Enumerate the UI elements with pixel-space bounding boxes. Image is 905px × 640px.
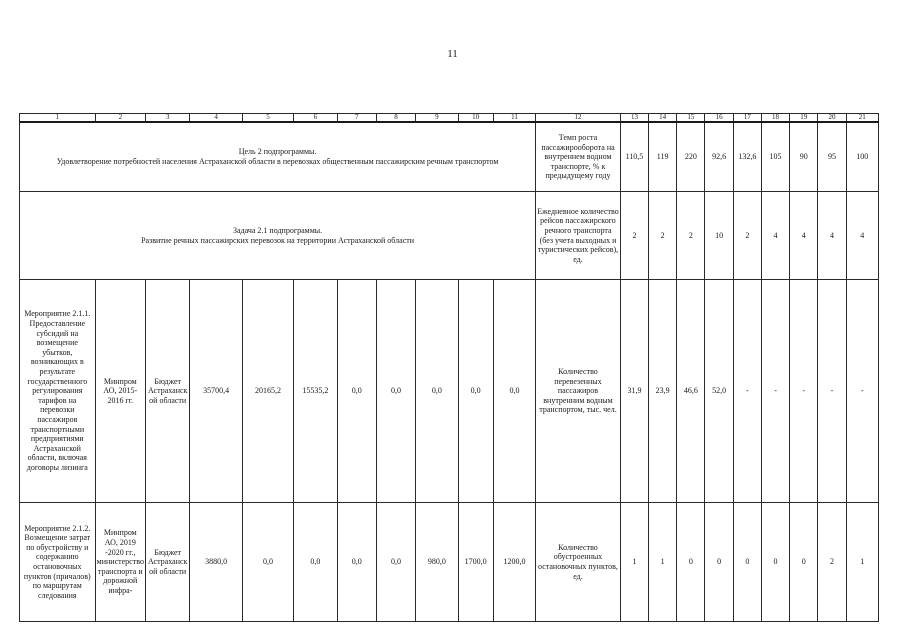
indicator-value: - [733, 280, 761, 503]
funding-cell: 0,0 [337, 503, 376, 622]
program-table [19, 113, 879, 622]
measure-indicator: Количество перевезенных пассажиров внутренним водным транспортом, тыс. чел. [536, 280, 621, 503]
goal-indicator: Темп роста пассажирооборота на внутреннем водном транспорте, % к предыдущему году [536, 122, 621, 192]
funding-cell: 0,0 [376, 503, 415, 622]
funding-cell: 35700,4 [190, 280, 242, 503]
column-number-row [20, 114, 879, 123]
funding-cell: 1700,0 [458, 503, 493, 622]
column-number: 21 [846, 114, 878, 123]
column-number: 3 [146, 114, 190, 123]
measure-executor: Минпром АО, 2015-2016 гг. [95, 280, 145, 503]
funding-cell: 20165,2 [242, 280, 293, 503]
measure-source: Бюджет Астраханской области [146, 280, 190, 503]
column-number: 10 [458, 114, 493, 123]
indicator-value: - [846, 280, 878, 503]
indicator-value: - [818, 280, 846, 503]
task-value: 2 [620, 192, 648, 280]
column-number: 18 [761, 114, 789, 123]
funding-cell: 0,0 [458, 280, 493, 503]
goal-value: 105 [761, 122, 789, 192]
column-number: 4 [190, 114, 242, 123]
task-value: 2 [649, 192, 677, 280]
indicator-value: 1 [846, 503, 878, 622]
column-number: 5 [242, 114, 293, 123]
measure-row [20, 280, 879, 503]
funding-cell: 0,0 [416, 280, 458, 503]
indicator-value: 2 [818, 503, 846, 622]
indicator-value: - [761, 280, 789, 503]
goal-text: Удовлетворение потребностей населения Астраханской области в перевозках общественным пассажирским речным транспортом [56, 157, 499, 166]
column-number: 2 [95, 114, 145, 123]
goal-cell [20, 122, 536, 192]
task-value: 10 [705, 192, 733, 280]
goal-row [20, 122, 879, 192]
indicator-value: 0 [705, 503, 733, 622]
indicator-value: 31,9 [620, 280, 648, 503]
task-value: 2 [733, 192, 761, 280]
funding-cell: 1200,0 [493, 503, 535, 622]
column-number: 14 [649, 114, 677, 123]
funding-cell: 15535,2 [294, 280, 337, 503]
goal-value: 100 [846, 122, 878, 192]
column-number: 12 [536, 114, 621, 123]
indicator-value: 23,9 [649, 280, 677, 503]
column-number: 7 [337, 114, 376, 123]
measure-source: Бюджет Астраханской области [146, 503, 190, 622]
column-number: 9 [416, 114, 458, 123]
column-number: 11 [493, 114, 535, 123]
indicator-value: 46,6 [677, 280, 705, 503]
task-title: Задача 2.1 подпрограммы. [232, 225, 323, 235]
column-number: 13 [620, 114, 648, 123]
funding-cell: 0,0 [294, 503, 337, 622]
column-number: 6 [294, 114, 337, 123]
column-number: 8 [376, 114, 415, 123]
funding-cell: 980,0 [416, 503, 458, 622]
task-indicator: Ежедневное количество рейсов пассажирского речного транспорта (без учета выходных и туристических рейсов), ед. [536, 192, 621, 280]
task-value: 4 [761, 192, 789, 280]
funding-cell: 0,0 [376, 280, 415, 503]
task-text: Развитие речных пассажирских перевозок на территории Астраханской области [141, 235, 415, 245]
indicator-value: - [790, 280, 818, 503]
task-value: 4 [846, 192, 878, 280]
column-number: 20 [818, 114, 846, 123]
task-value: 4 [790, 192, 818, 280]
measure-indicator: Количество обустроенных остановочных пунктов, ед. [536, 503, 621, 622]
indicator-value: 0 [761, 503, 789, 622]
indicator-value: 0 [790, 503, 818, 622]
goal-value: 90 [790, 122, 818, 192]
column-number: 15 [677, 114, 705, 123]
indicator-value: 52,0 [705, 280, 733, 503]
task-cell [20, 192, 536, 280]
goal-value: 119 [649, 122, 677, 192]
page-number: 11 [447, 48, 458, 60]
funding-cell: 3880,0 [190, 503, 242, 622]
column-number: 16 [705, 114, 733, 123]
goal-value: 110,5 [620, 122, 648, 192]
measure-name: Мероприятие 2.1.2. Возмещение затрат по обустройству и содержанию остановочных пунктов (причалов) по маршрутам следования [20, 503, 96, 622]
task-value: 2 [677, 192, 705, 280]
task-value: 4 [818, 192, 846, 280]
indicator-value: 0 [733, 503, 761, 622]
funding-cell: 0,0 [493, 280, 535, 503]
measure-row [20, 503, 879, 622]
column-number: 17 [733, 114, 761, 123]
indicator-value: 0 [677, 503, 705, 622]
measure-executor: Минпром АО, 2019 -2020 гг., министерство транспорта и дорожной инфра- [95, 503, 145, 622]
funding-cell: 0,0 [242, 503, 293, 622]
indicator-value: 1 [620, 503, 648, 622]
goal-title: Цель 2 подпрограммы. [238, 147, 317, 157]
goal-value: 220 [677, 122, 705, 192]
column-number: 19 [790, 114, 818, 123]
measure-name: Мероприятие 2.1.1. Предоставление субсидий на возмещение убытков, возникающих в результате государственного регулирования тарифов на перевозки пассажиров транспортными предприятиями Астраханской области, включая договоры лизинга [20, 280, 96, 503]
indicator-value: 1 [649, 503, 677, 622]
column-number: 1 [20, 114, 96, 123]
task-row [20, 192, 879, 280]
funding-cell: 0,0 [337, 280, 376, 503]
goal-value: 92,6 [705, 122, 733, 192]
goal-value: 132,6 [733, 122, 761, 192]
goal-value: 95 [818, 122, 846, 192]
